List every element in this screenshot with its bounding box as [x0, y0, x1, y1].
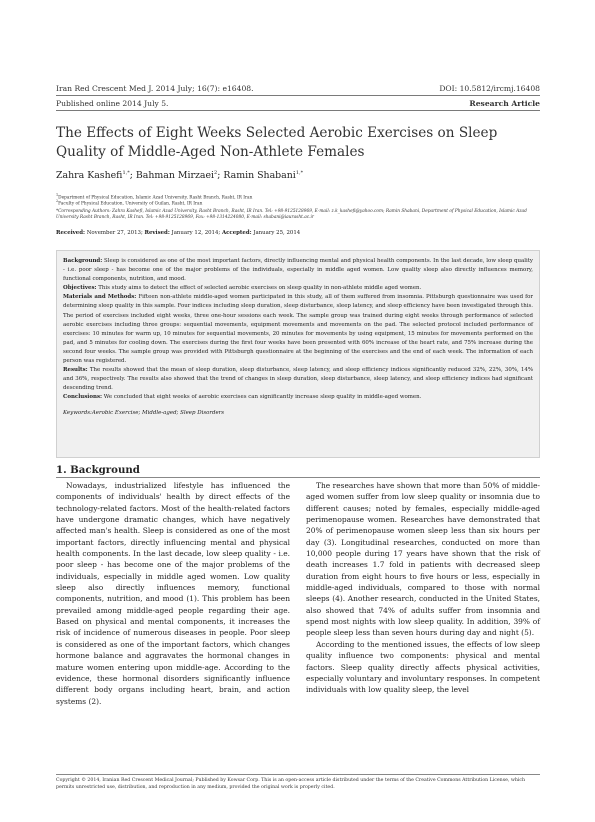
body-paragraph: Nowadays, industrialized lifestyle has influenced the components of individuals' health by direct effects of the technology-related factors. Most of the health-related factors have undergone dramatic changes, which have negatively affected man's health. Sleep is considered as one of the most important factors, directly influencing mental and physical health components. In the last decade, low sleep quality - i.e. poor sleep - has become one of the major problems of the individuals, especially in middle aged women. Low quality sleep also directly influences memory, functional components, nutrition, and mood (1). This problem has been prevailed among middle-aged people regarding their age. Based on physical and mental components, it increases the risk of incidence of numerous diseases in people. Poor sleep is considered as one of the important factors, which changes hormone balance and aggravates the hormonal changes in mature women entering upon middle-age. According to the evidence, these hormonal disorders significantly influence different body organs including heart, brain, and action systems (2).	[56, 481, 290, 706]
abstract-text: This study aims to detect the effect of selected aerobic exercises on sleep quality in non-athlete middle aged women.	[98, 285, 422, 292]
copyright-footer: Copyright © 2014, Iranian Red Crescent Medical Journal; Published by Kowsar Corp. This is an open-access article distributed under the terms of the Creative Commons Attribution License, which permits unrestricted use, distribution, and reproduction in any medium, provided the original work is properly cited.	[56, 778, 526, 791]
revised-label: Revised:	[144, 230, 170, 236]
header-rule	[56, 95, 540, 96]
body-paragraph: According to the mentioned issues, the effects of low sleep quality influence two components: physical and mental factors. Sleep quality directly affects physical activities, especially voluntary and involuntary responses. In competent individuals with low quality sleep, the level	[306, 639, 540, 695]
abstract-text: We concluded that eight weeks of aerobic exercises can significantly increase sleep quality in middle-aged women.	[103, 394, 422, 401]
section-rule	[56, 477, 540, 478]
affiliation-marker: 1	[56, 193, 59, 197]
author-affiliation-marker: 2	[214, 170, 218, 176]
affiliation-marker: 2	[56, 199, 59, 203]
abstract-label: Background:	[63, 258, 103, 264]
abstract-objectives	[63, 284, 533, 293]
accepted-label: Accepted:	[221, 230, 252, 236]
body-paragraph: The researches have shown that more than 50% of middle-aged women suffer from low sleep quality or insomnia due to different causes; noted by females, especially middle-aged perimenopause women. Researches have demonstrated that 20% of perimenopause women sleep less than six hours per day (3). Longitudinal researches, conducted on more than 10,000 people during 17 years have shown that the risk of death increases 1.7 fold in patients with decreased sleep duration from eight hours to five hours or less, especially in middle-aged individuals, compared to those with normal sleeps (4). Another research, conducted in the United States, also showed that 74% of adults suffer from insomnia and spend most nights with low sleep quality. In addition, 39% of people sleep less than seven hours during day and night (5).	[306, 481, 540, 638]
abstract-label: Conclusions:	[63, 394, 103, 401]
abstract-box	[56, 250, 540, 458]
author-name[interactable]: Ramin Shabani	[223, 170, 296, 182]
author-affiliation-marker: 1,*	[122, 170, 130, 176]
doi[interactable]: DOI: 10.5812/ircmj.16408	[439, 84, 540, 93]
author-list: Zahra Kashefi$^{1,*}$; Bahman Mirzaei$^2$; Ramin Shabani$^{1,*}$	[56, 170, 304, 182]
abstract-label: Objectives:	[63, 285, 97, 292]
published-date: Published online 2014 July 5.	[56, 99, 169, 108]
abstract-conclusions	[63, 393, 533, 402]
article-title: The Effects of Eight Weeks Selected Aerobic Exercises on Sleep Quality of Middle-Aged Non-Athlete Females	[56, 125, 498, 160]
abstract-background	[63, 257, 533, 284]
author-name[interactable]: Zahra Kashefi	[56, 170, 123, 182]
keywords-label: Keywords:	[63, 409, 92, 416]
article-dates	[56, 230, 300, 236]
right-column	[306, 480, 540, 696]
author-name[interactable]: Bahman Mirzaei	[135, 170, 215, 182]
left-column	[56, 480, 290, 707]
abstract-results	[63, 366, 533, 393]
received-date: November 27, 2013;	[86, 230, 143, 236]
keywords-text: Aerobic Exercise; Middle-aged; Sleep Disorders	[91, 409, 225, 416]
affiliation	[56, 198, 540, 208]
received-label: Received:	[56, 230, 85, 236]
abstract-text: Fifteen non-athlete middle-aged women participated in this study, all of them suffered from insomnia. Pittsburgh questionnaire was used for determining sleep quality in this sample. Four indices including sleep duration, sleep disturbance, sleep latency, and sleep efficiency have been investigated through this. The period of exercises included eight weeks, three one-hour sessions each week. The sample group was trained during eight weeks through performance of selected aerobic exercises including three groups: sequential movements, equipment movements and movements on the pad. The selected protocol included performance of exercises: 10 minutes for warm up, 10 minutes for sequential movements, 20 minutes for movements by using equipment, 15 minutes for movements performed on the pad, and 5 minutes for cooling down. The exercises during the first four weeks have been presented with 60% increase of the heart rate, and 75% increase during the second four weeks. The sample group was provided with Pittsburgh questionnaire at the beginning of the exercises and the end of each week. The information of each person was registered.	[63, 294, 534, 365]
abstract-methods	[63, 293, 533, 366]
footer-rule	[56, 774, 540, 775]
author-affiliation-marker: 1,*	[295, 170, 304, 176]
affiliation-text: Faculty of Physical Education, University of Guilan, Rasht, IR Iran	[58, 201, 203, 207]
abstract-label: Results:	[63, 367, 88, 374]
accepted-date: January 25, 2014	[253, 230, 301, 236]
abstract-text: Sleep is considered as one of the most important factors, directly influencing mental and physical health components. In the last decade, low sleep quality - i.e. poor sleep - has become one of the major problems of the individuals, especially in middle aged women. Low quality sleep also directly influences memory, functional components, nutrition, and mood.	[63, 258, 533, 283]
revised-date: January 12, 2014;	[171, 230, 221, 236]
abstract-label: Materials and Methods:	[63, 294, 137, 301]
abstract-keywords	[63, 409, 533, 418]
correspondence: *Corresponding Authors: Zahra Kashefi, Islamic Azad University, Rasht Branch, Rasht, IR Iran. Tel: +98-9125128969, E-mail: z.k_kashefi@yahoo.com; Ramin Shabani, Department of Physical Education, Islamic Azad University Rasht Branch, Rasht, IR Iran. Tel: +98-9125128969, Fax: +98-1314224080, E-mail: shabani@iaurasht.ac.ir	[56, 209, 527, 221]
section-heading: 1. Background	[56, 464, 140, 476]
article-type: Research Article	[469, 99, 540, 108]
journal-citation: Iran Red Crescent Med J. 2014 July; 16(7): e16408.	[56, 84, 254, 93]
header-rule-2	[56, 110, 540, 111]
abstract-text: The results showed that the mean of sleep duration, sleep disturbance, sleep latency, and sleep efficiency indices significantly reduced 32%, 22%, 30%, 14% and 36%, respectively. The results also showed that the trend of changes in sleep duration, sleep disturbance, sleep latency, and sleep efficiency indices had significant descending trend.	[63, 367, 534, 392]
affiliation-text: Department of Physical Education, Islamic Azad University, Rasht Branch, Rasht, IR Iran	[58, 195, 253, 201]
